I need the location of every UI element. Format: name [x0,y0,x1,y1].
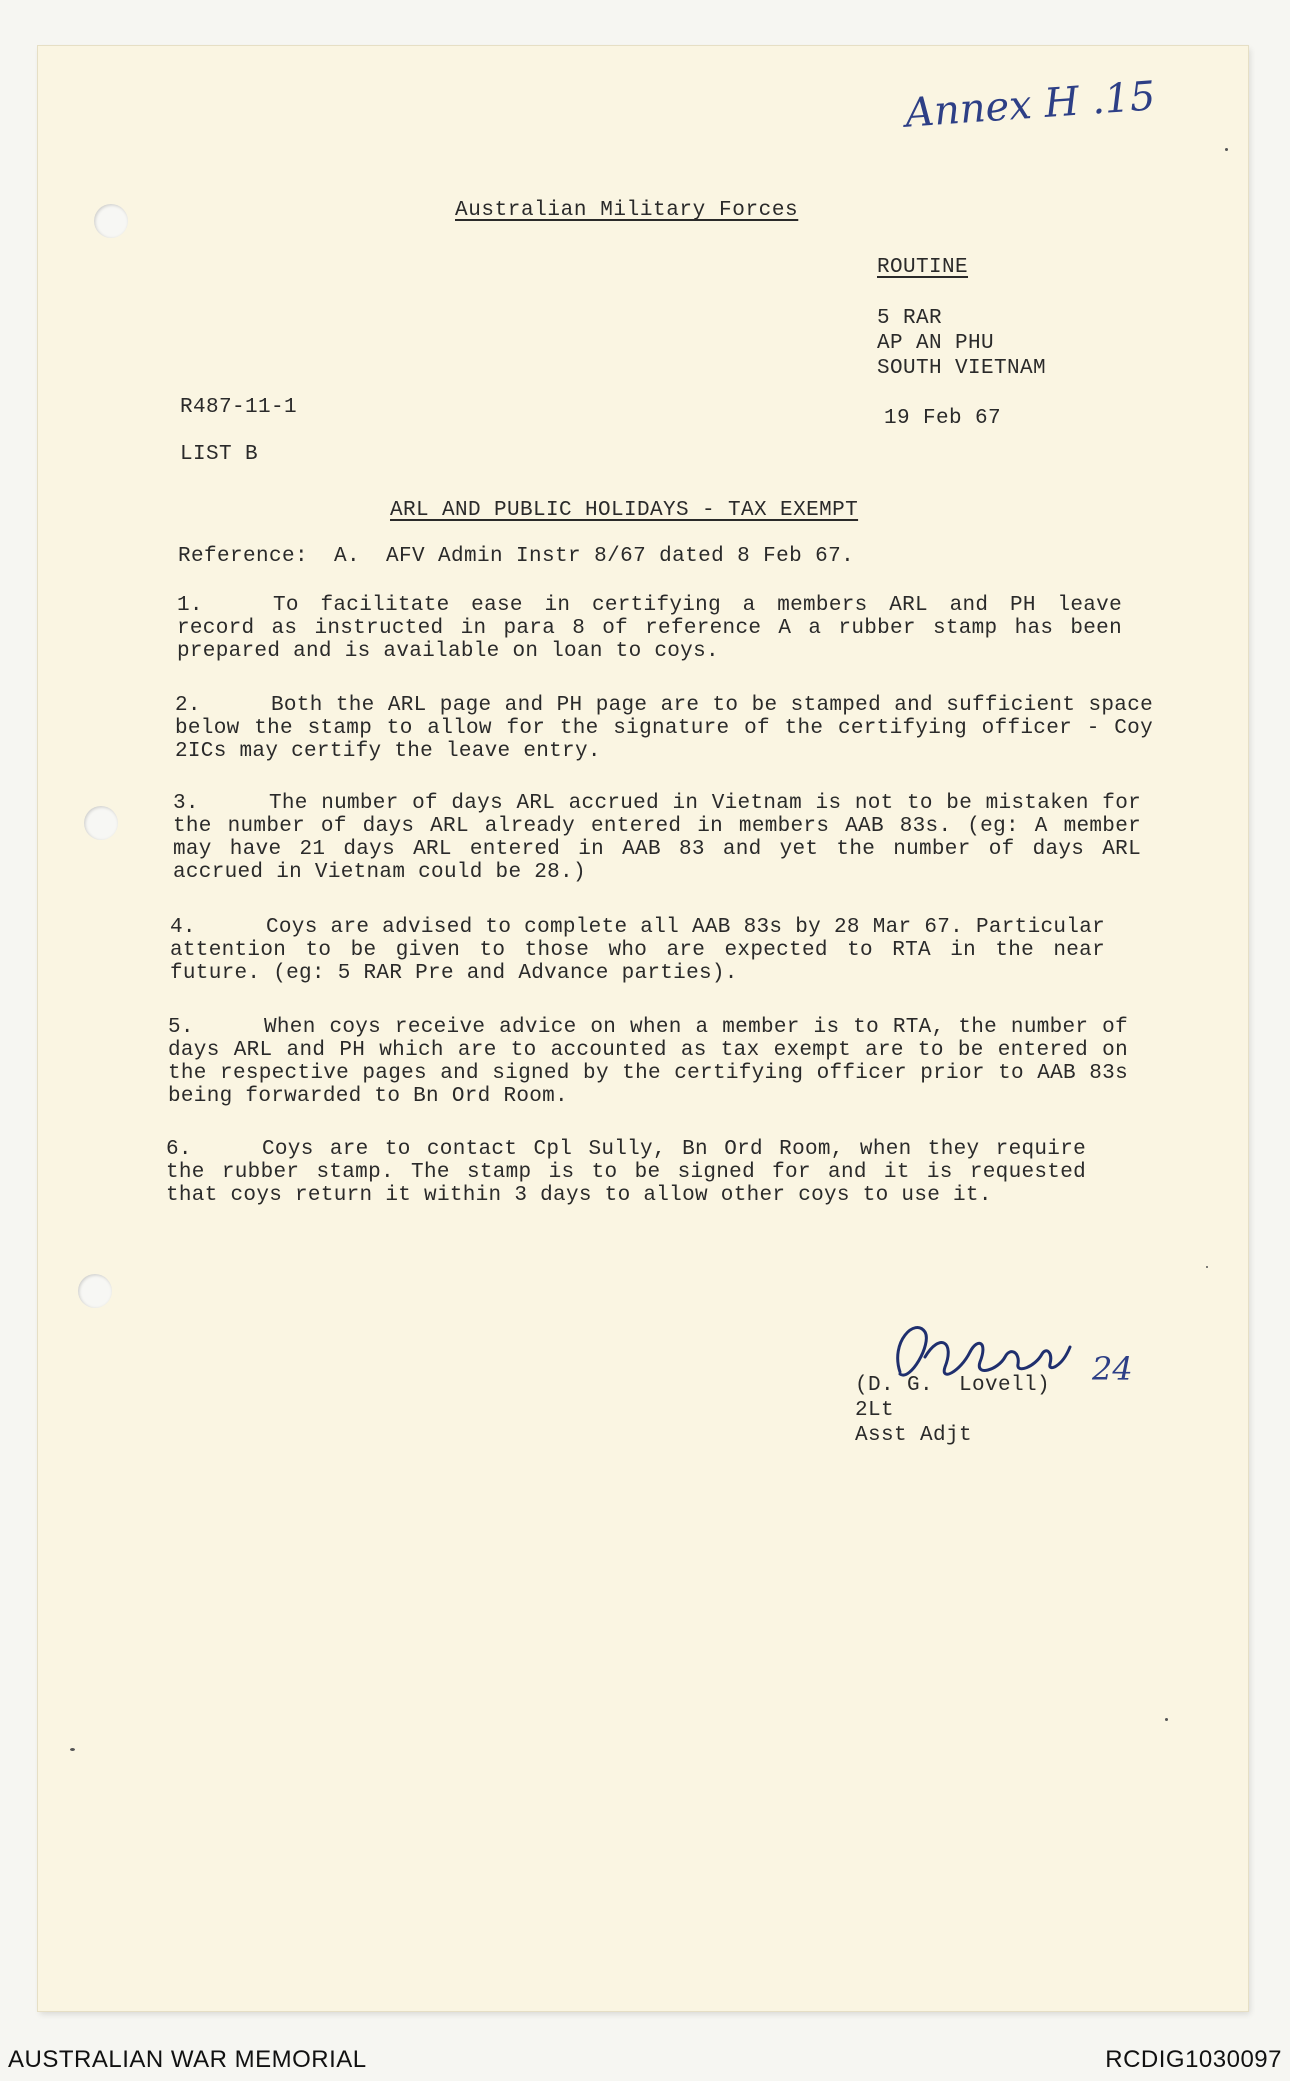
paragraph-text: When coys receive advice on when a member is to RTA, the number of days ARL and PH which are to accounted as tax exempt are to be entered on the respective pages and signed by the certifying officer prior to AAB 83s being forwarded to Bn Ord Room. [168,1016,1128,1108]
signature-name: (D. G. Lovell) [855,1374,1051,1397]
distribution-list: LIST B [180,443,259,466]
paper-speck [1206,1266,1208,1268]
document-date: 19 Feb 67 [884,407,1002,430]
punch-hole-top [94,204,128,238]
classification-label: ROUTINE [877,256,969,279]
signature-day: 24 [1092,1350,1133,1388]
paragraph-number: 6. [166,1138,192,1161]
signature-rank: 2Lt [855,1399,895,1422]
paper-speck [1225,148,1228,151]
handwritten-annex-note: Annex H .15 [903,73,1157,137]
paper-speck [1165,1718,1168,1721]
file-reference: R487-11-1 [180,396,298,419]
address-line-country: SOUTH VIETNAM [877,357,1047,380]
paragraph-1 [177,594,1122,663]
letterhead: Australian Military Forces [455,199,799,222]
paragraph-6 [166,1138,1086,1207]
paragraph-3 [173,792,1141,884]
paper-speck [70,1748,75,1751]
reference-line: Reference: A. AFV Admin Instr 8/67 dated 8 Feb 67. [178,545,855,568]
paragraph-text: Coys are to contact Cpl Sully, Bn Ord Room, when they require the rubber stamp. The stamp is to be signed for and it is requested that coys return it within 3 days to allow other coys to use it. [166,1138,1086,1207]
punch-hole-middle [84,806,118,840]
paragraph-text: To facilitate ease in certifying a members ARL and PH leave record as instructed in para 8 of reference A a rubber stamp has been prepared and is available on loan to coys. [177,594,1122,663]
paragraph-number: 5. [168,1016,194,1039]
archive-id: RCDIG1030097 [1105,2046,1282,2073]
paragraph-number: 3. [173,792,199,815]
paragraph-number: 1. [177,594,203,617]
address-line-unit: 5 RAR [877,307,943,330]
paragraph-text: Coys are advised to complete all AAB 83s by 28 Mar 67. Particular attention to be given to those who are expected to RTA in the near future. (eg: 5 RAR Pre and Advance parties). [170,916,1105,985]
subject-heading: ARL AND PUBLIC HOLIDAYS - TAX EXEMPT [390,499,859,522]
archive-credit: AUSTRALIAN WAR MEMORIAL [8,2046,367,2073]
paragraph-4 [170,916,1105,985]
paragraph-2 [175,694,1153,763]
signature-title: Asst Adjt [855,1424,973,1447]
paragraph-text: The number of days ARL accrued in Vietnam is not to be mistaken for the number of days ARL already entered in members AAB 83s. (eg: A member may have 21 days ARL entered in AAB 83 and yet the number of days ARL accrued in Vietnam could be 28.) [173,792,1141,884]
paragraph-5 [168,1016,1128,1108]
address-line-location: AP AN PHU [877,332,995,355]
paragraph-number: 2. [175,694,201,717]
paragraph-number: 4. [170,916,196,939]
punch-hole-bottom [78,1274,112,1308]
paragraph-text: Both the ARL page and PH page are to be stamped and sufficient space below the stamp to allow for the signature of the certifying officer - Coy 2ICs may certify the leave entry. [175,694,1153,763]
